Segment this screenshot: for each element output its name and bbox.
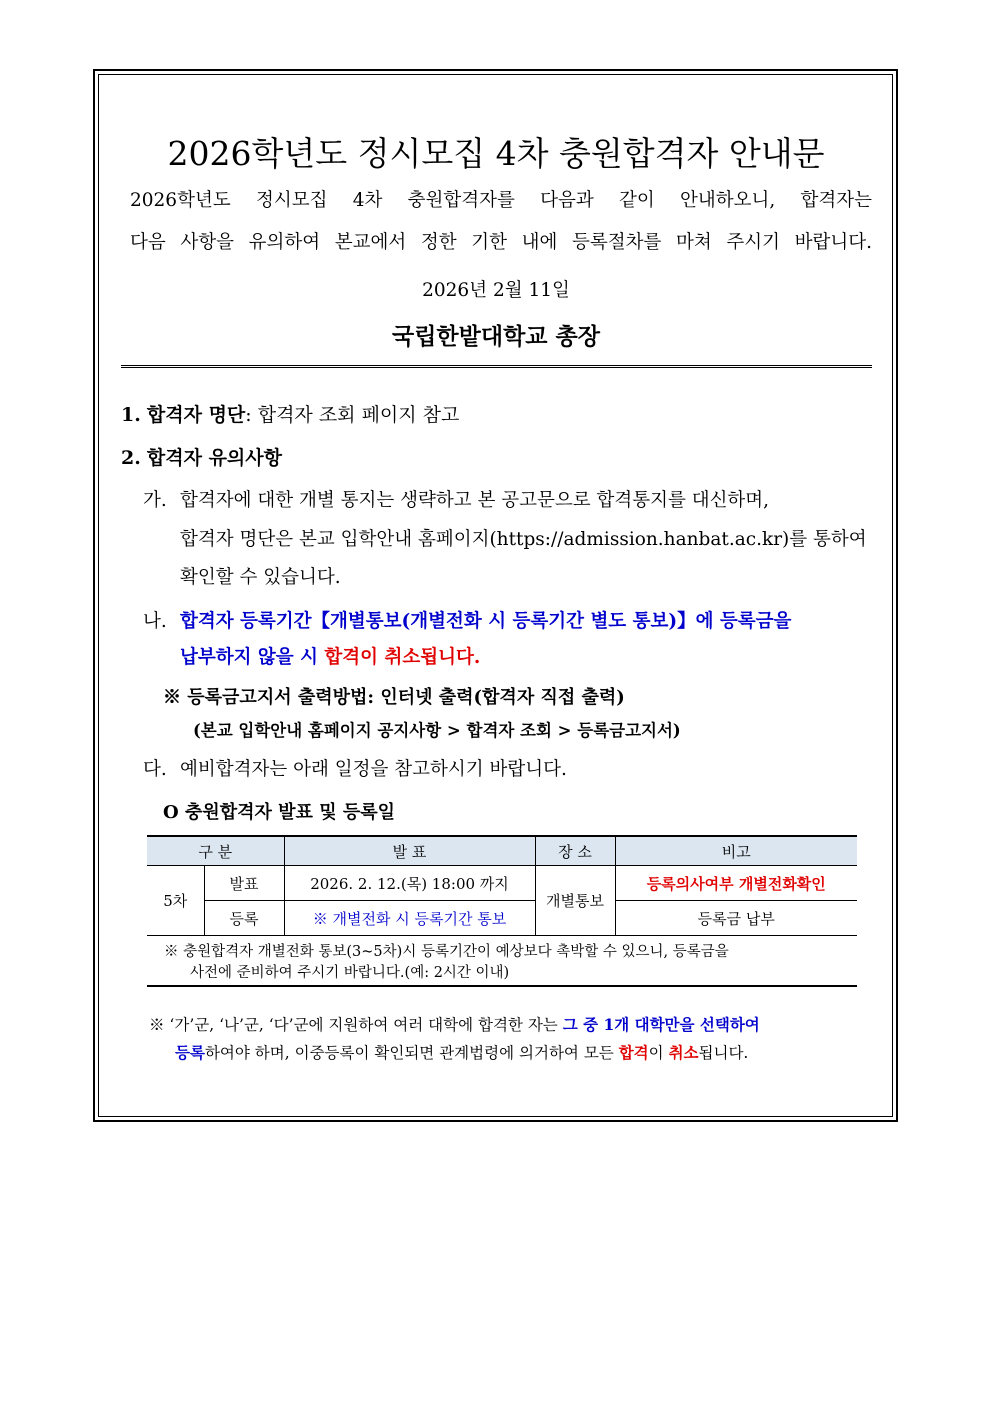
item-ga-line-2: 합격자 명단은 본교 입학안내 홈페이지(https://admission.hanbat.ac.kr)를 통하여	[180, 529, 867, 550]
document-title: 2026학년도 정시모집 4차 충원합격자 안내문	[167, 134, 825, 173]
item-na-line-2	[180, 643, 480, 669]
final-note-part-8: 됩니다.	[698, 1044, 749, 1062]
item-da-text: 예비합격자는 아래 일정을 참고하시기 바랍니다.	[180, 759, 567, 780]
issuer: 국립한밭대학교 총장	[392, 323, 600, 350]
header-place: 장 소	[535, 836, 615, 866]
final-note-part-7: 취소	[668, 1043, 699, 1062]
item-ga-marker: 가.	[143, 490, 167, 511]
final-note-line-2	[175, 1041, 748, 1063]
final-note-part-4: 하여야 하며, 이중등록이 확인되면 관계법령에 의거하여 모든	[204, 1044, 619, 1062]
announce-time-cell: 2026. 2. 12.(목) 18:00 까지	[284, 866, 535, 901]
item-ga-line-1: 합격자에 대한 개별 통지는 생략하고 본 공고문으로 합격통지를 대신하며,	[180, 490, 770, 511]
round-cell: 5차	[147, 866, 204, 936]
final-note-part-1: ※ ‘가’군, ‘나’군, ‘다’군에 지원하여 여러 대학에 합격한 자는	[149, 1016, 563, 1034]
header-category: 구 분	[147, 836, 284, 866]
intro-line-1: 2026학년도 정시모집 4차 충원합격자를 다음과 같이 안내하오니, 합격자는	[130, 190, 872, 211]
table-header-row	[147, 836, 857, 866]
table-note	[147, 935, 857, 987]
final-note-line-1	[149, 1013, 760, 1035]
section-2-number: 2.	[121, 447, 141, 469]
section-1	[121, 400, 459, 427]
place-cell: 개별통보	[535, 866, 615, 936]
item-da-marker: 다.	[143, 759, 167, 780]
intro-line-2: 다음 사항을 유의하여 본교에서 정한 기한 내에 등록절차를 마쳐 주시기 바랍니다.	[130, 232, 872, 253]
notice-date: 2026년 2월 11일	[422, 280, 570, 301]
register-time-cell: ※ 개별전화 시 등록기간 통보	[284, 901, 535, 936]
item-na-line-2b: 합격이 취소됩니다.	[324, 647, 481, 668]
type-cell-announce: 발표	[204, 866, 284, 901]
final-note-part-5: 합격	[618, 1043, 649, 1062]
header-announce: 발 표	[284, 836, 535, 866]
section-2	[121, 443, 282, 470]
remark-cell-register: 등록금 납부	[615, 901, 857, 936]
item-na-line-1: 합격자 등록기간【개별통보(개별전화 시 등록기간 별도 통보)】에 등록금을	[180, 611, 792, 632]
final-note-part-6: 이	[648, 1044, 669, 1062]
type-cell-register: 등록	[204, 901, 284, 936]
section-1-number: 1.	[121, 404, 141, 426]
header-remarks: 비고	[615, 836, 857, 866]
remark-cell-announce: 등록의사여부 개별전화확인	[615, 866, 857, 901]
print-method-path: (본교 입학안내 홈페이지 공지사항 > 합격자 조회 > 등록금고지서)	[193, 721, 681, 740]
section-1-text: : 합격자 조회 페이지 참고	[245, 404, 460, 426]
table-row	[147, 901, 857, 936]
table-note-line-1: ※ 충원합격자 개별전화 통보(3~5차)시 등록기간이 예상보다 촉박할 수 있으니, 등록금을	[164, 944, 729, 960]
section-2-heading: 합격자 유의사항	[146, 447, 282, 469]
section-1-heading: 합격자 명단	[146, 404, 246, 426]
final-note-part-2: 그 중 1개 대학만을 선택하여	[562, 1015, 760, 1034]
table-note-line-2: 사전에 준비하여 주시기 바랍니다.(예: 2시간 이내)	[190, 965, 510, 981]
item-ga-line-3: 확인할 수 있습니다.	[180, 567, 341, 588]
table-row	[147, 866, 857, 901]
final-note-part-3: 등록	[175, 1043, 205, 1062]
item-na-marker: 나.	[143, 611, 167, 632]
double-separator	[121, 365, 872, 368]
schedule-table	[147, 835, 857, 936]
item-na-line-2a: 납부하지 않을 시	[180, 647, 325, 668]
print-method-note: ※ 등록금고지서 출력방법: 인터넷 출력(합격자 직접 출력)	[163, 687, 625, 708]
schedule-heading: O 충원합격자 발표 및 등록일	[163, 802, 396, 823]
